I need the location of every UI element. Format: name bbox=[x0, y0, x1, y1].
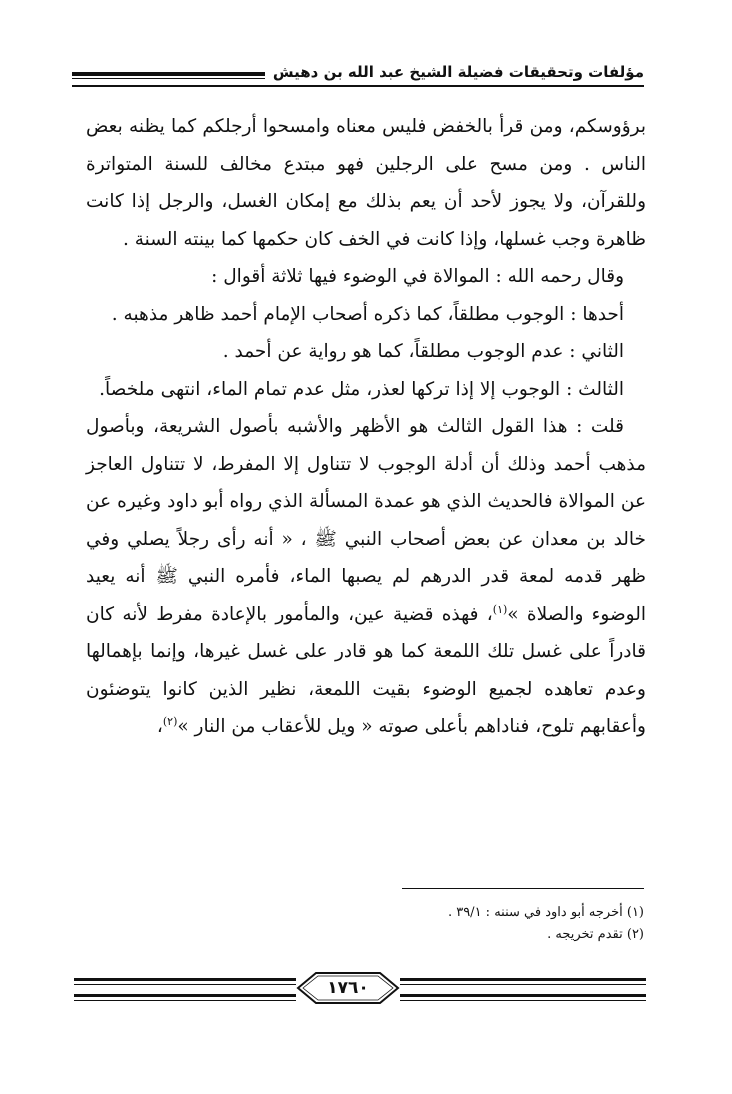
footnote-1: (١) أخرجه أبو داود في سننه : ٣٩/١ . bbox=[447, 905, 644, 920]
paragraph-3: أحدها : الوجوب مطلقاً، كما ذكره أصحاب الإمام أحمد ظاهر مذهبه . bbox=[111, 303, 624, 325]
paragraph-6-part-1: قلت : هذا القول الثالث هو الأظهر والأشبه بأصول الشريعة، وبأصول مذهب أحمد وذلك أن أدلة الوجوب لا تتناول إلا المفرط، لا تتناول العاجز عن الموالاة فالحديث الذي هو عمدة المسألة الذي رواه أبو داود وغيره عن خالد بن معدان عن بعض أصحاب النبي ﷺ ، « أنه رأى رجلاً يصلي وفي ظهر قدمه لمعة قدر الدرهم لم يصبها الماء، فأمره النبي ﷺ أنه يعيد الوضوء والصلاة » bbox=[86, 416, 646, 625]
footnote-ref-2[interactable]: (٢) bbox=[162, 714, 178, 728]
running-header bbox=[72, 62, 644, 88]
paragraph-6 bbox=[86, 408, 646, 746]
footnote-2: (٢) تقدم تخريجه . bbox=[547, 927, 644, 942]
paragraph-5: الثالث : الوجوب إلا إذا تركها لعذر، مثل عدم تمام الماء، انتهى ملخصاً. bbox=[99, 378, 624, 400]
page-number: ١٧٦٠ bbox=[327, 978, 369, 998]
page-number-badge bbox=[296, 970, 400, 1006]
paragraph-2: وقال رحمه الله : الموالاة في الوضوء فيها ثلاثة أقوال : bbox=[211, 266, 624, 287]
footnote-ref-1[interactable]: (١) bbox=[492, 602, 508, 616]
header-title: مؤلفات وتحقيقات فضيلة الشيخ عبد الله بن دهيش bbox=[265, 62, 644, 82]
body-text bbox=[86, 108, 646, 746]
page-footer bbox=[74, 968, 646, 1008]
paragraph-4: الثاني : عدم الوجوب مطلقاً، كما هو رواية عن أحمد . bbox=[222, 341, 624, 362]
paragraph-6-part-3: ، bbox=[156, 716, 163, 737]
header-rule-under bbox=[72, 85, 644, 87]
footnote-separator bbox=[402, 888, 644, 889]
paragraph-6-part-2: ، فهذه قضية عين، والمأمور بالإعادة مفرط لأنه كان قادراً على غسل تلك اللمعة كما هو قادر على غسل غيرها، وإنما بإهمالها وعدم تعاهده لجميع الوضوء بقيت اللمعة، نظير الذين كانوا يتوضئون وأعقابهم تلوح، فناداهم بأعلى صوته « ويل للأعقاب من النار » bbox=[86, 603, 646, 737]
paragraph-1: برؤوسكم، ومن قرأ بالخفض فليس معناه وامسحوا أرجلكم كما يظنه بعض الناس . ومن مسح على الرجلين فهو مبتدع مخالف للسنة المتواترة وللقرآن، ولا يجوز لأحد أن يعم بذلك مع إمكان الغسل، والرجل إذا كانت ظاهرة وجب غسلها، وإذا كانت في الخف كان حكمها كما بينته السنة . bbox=[86, 116, 646, 250]
footnotes bbox=[344, 902, 644, 946]
